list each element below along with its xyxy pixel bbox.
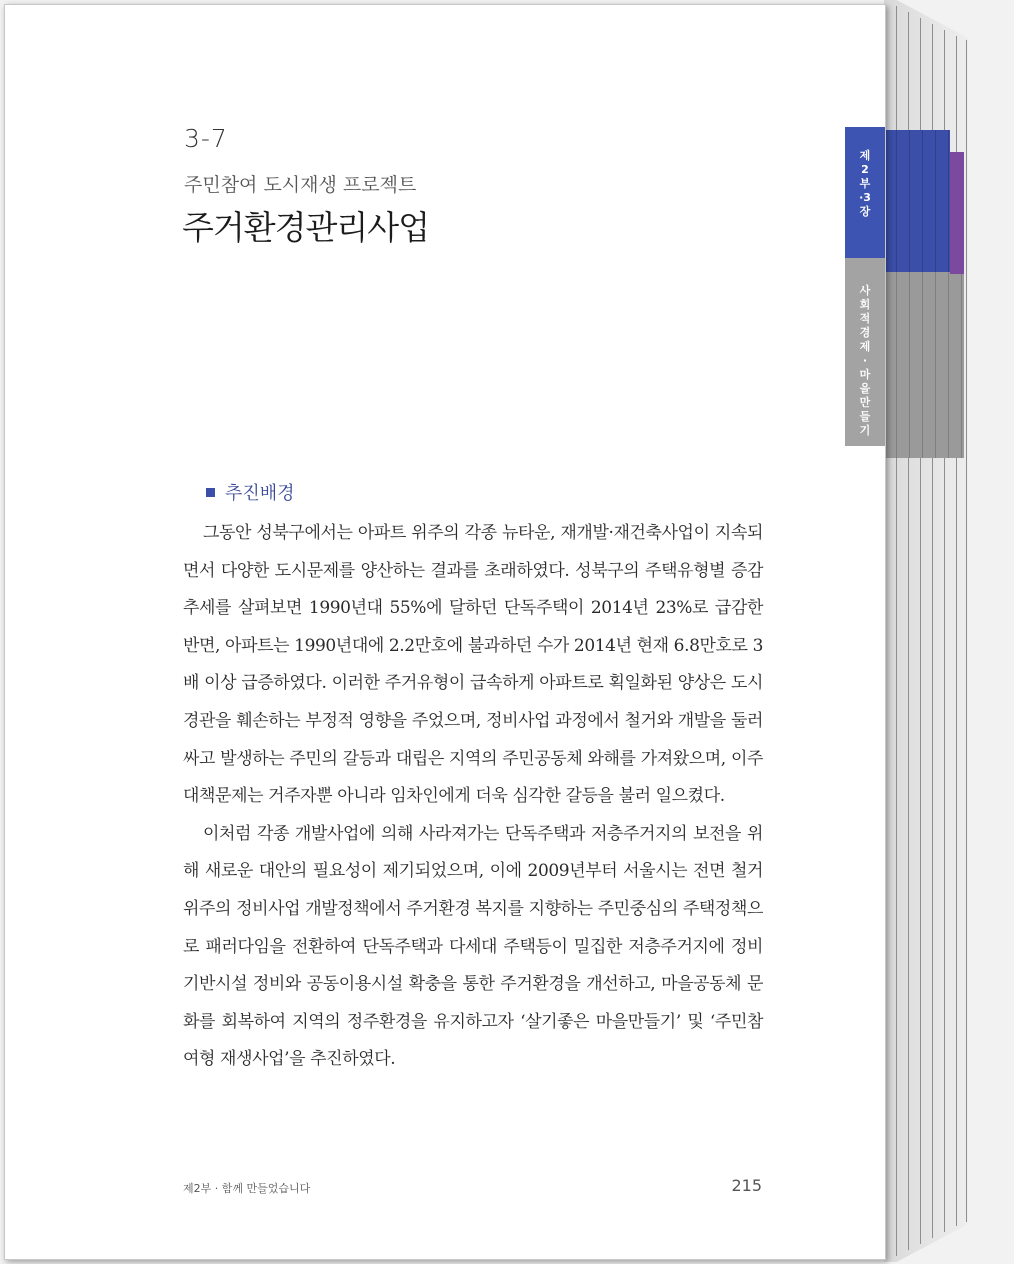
section-tab-label: 사회적경제·마을만들기 <box>859 284 871 437</box>
section-heading <box>206 479 295 505</box>
body-paragraph: 이처럼 각종 개발사업에 의해 사라져가는 단독주택과 저층주거지의 보전을 위해 새로운 대안의 필요성이 제기되었으며, 이에 2009년부터 서울시는 전면 철거위주의 정비사업 개발정책에서 주거환경 복지를 지향하는 주민중심의 주택정책으로 패러다임을 전환하여 단독주택과 다세대 주택등이 밀집한 저층주거지에 정비기반시설 정비와 공동이용시설 확충을 통한 주거환경을 개선하고, 마을공동체 문화를 회복하여 지역의 정주환경을 유지하고자 ‘살기좋은 마을만들기’ 및 ‘주민참여형 재생사업’을 추진하였다. <box>183 823 763 1070</box>
body-paragraph: 그동안 성북구에서는 아파트 위주의 각종 뉴타운, 재개발·재건축사업이 지속되면서 다양한 도시문제를 양산하는 결과를 초래하였다. 성북구의 주택유형별 증감추세를 살펴보면 1990년대 55%에 달하던 단독주택이 2014년 23%로 급감한 반면, 아파트는 1990년대에 2.2만호에 불과하던 수가 2014년 현재 6.8만호로 3배 이상 급증하였다. 이러한 주거유형이 급속하게 아파트로 획일화된 양상은 도시경관을 훼손하는 부정적 영향을 주었으며, 정비사업 과정에서 철거와 개발을 둘러싸고 발생하는 주민의 갈등과 대립은 지역의 주민공동체 와해를 가져왔으며, 이주대책문제는 거주자뿐 아니라 임차인에게 더욱 심각한 갈등을 불러 일으켰다. <box>183 523 763 807</box>
chapter-tab-label: 제2부·3장 <box>859 149 871 218</box>
section-number: 3-7 <box>184 124 228 153</box>
square-bullet-icon <box>206 488 215 497</box>
page-edge-line <box>966 40 967 1222</box>
page-number: 215 <box>731 1176 762 1195</box>
stacked-gray-tabs <box>884 258 964 458</box>
stacked-purple-tab <box>950 152 964 274</box>
page-title: 주거환경관리사업 <box>182 208 430 247</box>
footer-running-title: 제2부 · 함께 만들었습니다 <box>183 1182 311 1195</box>
body-text <box>183 515 763 1079</box>
section-heading-text: 추진배경 <box>225 483 295 504</box>
chapter-tab[interactable] <box>845 127 885 258</box>
page-subtitle: 주민참여 도시재생 프로젝트 <box>184 174 417 196</box>
section-tab[interactable] <box>845 258 885 446</box>
stacked-blue-tabs <box>884 130 950 272</box>
